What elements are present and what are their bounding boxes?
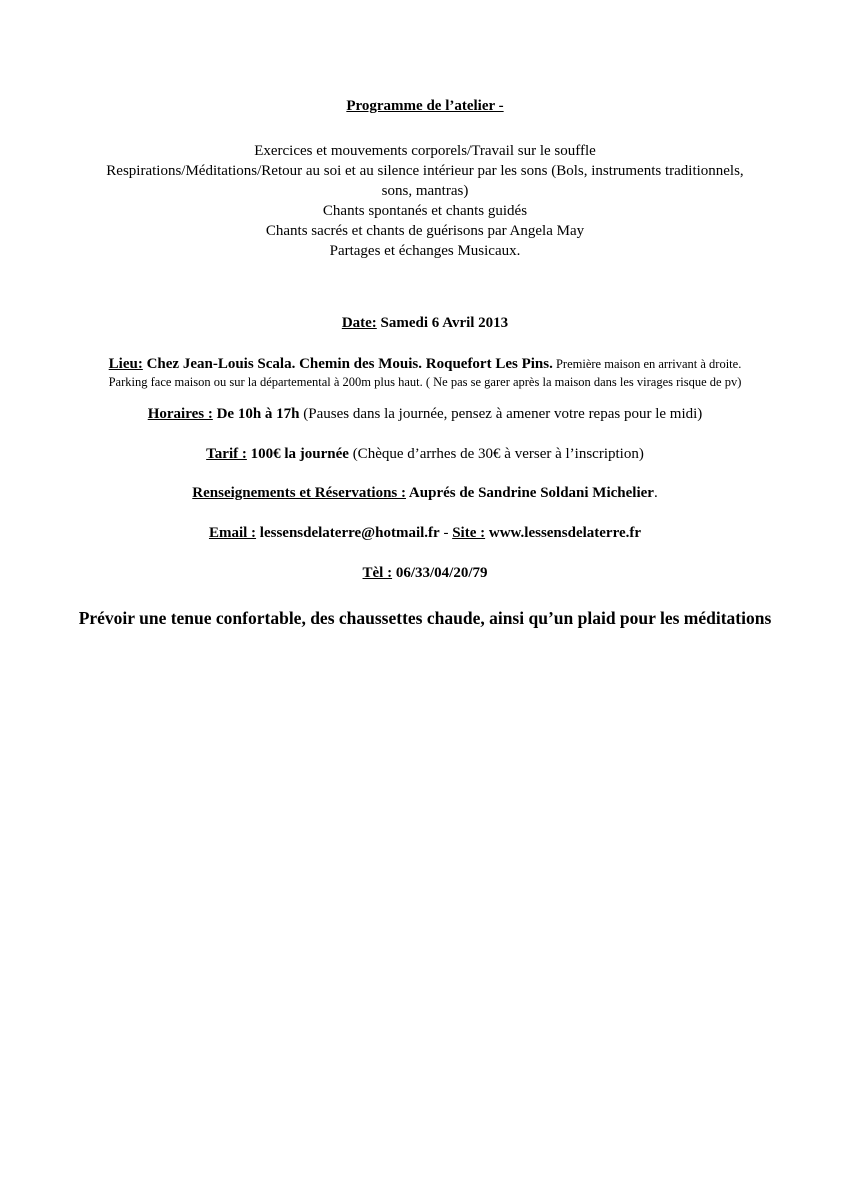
renseignements-value: Auprés de Sandrine Soldani Michelier [406, 485, 654, 501]
contact-separator: - [439, 525, 453, 541]
renseignements-label: Renseignements et Réservations : [192, 485, 406, 501]
tel-line [40, 565, 810, 582]
programme-item: Partages et échanges Musicaux. [329, 243, 521, 259]
renseignements-line [40, 485, 810, 502]
tarif-value: 100€ la journée [246, 446, 349, 462]
horaires-value: De 10h à 17h [212, 406, 300, 422]
tel-label: Tèl : [362, 565, 393, 581]
closing-note: Prévoir une tenue confortable, des chaussettes chaude, ainsi qu’un plaid pour les méditations [78, 608, 772, 628]
renseignements-suffix: . [653, 485, 658, 501]
lieu-label: Lieu: [108, 356, 143, 372]
lieu-parking-note: Parking face maison ou sur la départemental à 200m plus haut. ( Ne pas se garer après la maison dans les virages risque de pv) [108, 375, 742, 389]
programme-item: Respirations/Méditations/Retour au soi et au silence intérieur par les sons (Bols, instruments traditionnels, [106, 163, 744, 179]
horaires-label: Horaires : [147, 406, 213, 422]
programme-item: Chants sacrés et chants de guérisons par Angela May [265, 223, 585, 239]
site-value: www.lessensdelaterre.fr [485, 525, 642, 541]
tarif-note: (Chèque d’arrhes de 30€ à verser à l’inscription) [348, 446, 644, 462]
programme-item: sons, mantras) [381, 183, 469, 199]
horaires-line [40, 406, 810, 423]
programme-item: Chants spontanés et chants guidés [322, 203, 528, 219]
email-value: lessensdelaterre@hotmail.fr [256, 525, 440, 541]
date-label: Date: [341, 315, 377, 331]
tarif-label: Tarif : [206, 446, 247, 462]
programme-item: Exercices et mouvements corporels/Travail sur le souffle [254, 143, 596, 159]
email-label: Email : [208, 525, 257, 541]
date-line [40, 315, 810, 332]
contact-line [40, 525, 810, 542]
lieu-value: Chez Jean-Louis Scala. Chemin des Mouis. Roquefort Les Pins. [142, 356, 553, 372]
site-label: Site : [452, 525, 486, 541]
tel-value: 06/33/04/20/79 [392, 565, 488, 581]
horaires-note: (Pauses dans la journée, pensez à amener votre repas pour le midi) [299, 406, 703, 422]
page-title: Programme de l’atelier - [346, 98, 504, 114]
programme-list [40, 141, 810, 261]
lieu-line [40, 354, 810, 374]
date-value: Samedi 6 Avril 2013 [376, 315, 509, 331]
lieu-note: Première maison en arrivant à droite. [552, 357, 742, 371]
tarif-line [40, 446, 810, 463]
